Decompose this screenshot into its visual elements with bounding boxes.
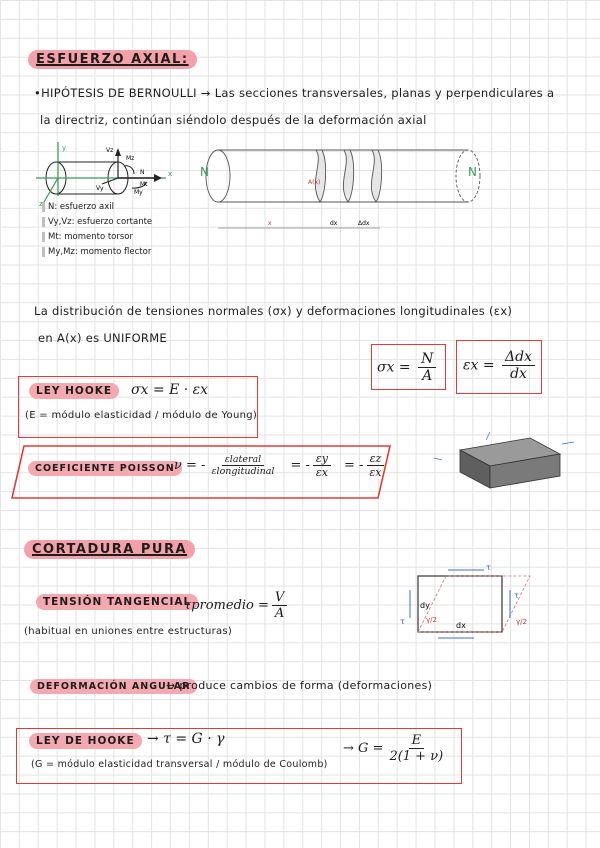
- tau-right-label: τ: [514, 591, 519, 600]
- poisson-formula: ν = - εlateral εlongitudinal = - $\frac{\varepsilon y}{\varepsilon x}$ = - εz εx: [174, 452, 388, 479]
- deformed-sections: [315, 150, 381, 202]
- block-3d-figure: [430, 430, 580, 500]
- dy-label: dy: [420, 601, 430, 610]
- axis-y-label: y: [62, 144, 67, 152]
- mz-label: Mz: [126, 155, 135, 162]
- dim-dx-label: dx: [330, 220, 338, 227]
- sigma-formula-box: [371, 344, 446, 390]
- dim-ddx-label: Δdx: [358, 220, 370, 227]
- gamma-left-label: γ/2: [426, 616, 437, 624]
- hooke-note: (E = módulo elasticidad / módulo de Young): [25, 410, 258, 421]
- block-axis-y: [486, 432, 490, 440]
- deformacion-angular-label: DEFORMACIÓN ANGULAR: [30, 679, 197, 694]
- bar-outline: [206, 150, 480, 202]
- vz-label: Vz: [106, 147, 114, 154]
- ley-hooke-label: LEY HOOKE: [29, 383, 119, 399]
- tau-top-label: τ: [486, 563, 491, 572]
- vy-label: Vy: [96, 185, 104, 192]
- dx-label: dx: [456, 621, 466, 630]
- vy-arrow: [102, 178, 118, 184]
- shear-element-figure: [398, 562, 548, 644]
- dim-x-label: x: [268, 220, 272, 227]
- section-title-cortadura-pura: CORTADURA PURA: [24, 540, 195, 559]
- ley-de-hooke-label: LEY DE HOOKE: [29, 733, 142, 749]
- hooke-formula: σx = E · εx: [131, 382, 209, 398]
- ley-de-hooke-box: [16, 728, 462, 784]
- legend-item-cortante: Vy,Vz: esfuerzo cortante: [42, 215, 152, 230]
- epsilon-formula: εx = Δdx dx: [463, 349, 538, 382]
- area-section-label: A(x): [308, 179, 321, 186]
- block-axis-z: [434, 458, 442, 460]
- mt-label: Mt: [140, 181, 148, 188]
- my-label: My: [134, 189, 143, 196]
- poisson-label: COEFICIENTE POISSON: [28, 461, 182, 476]
- g-formula: → G = $\frac{E}{2(1 + \nu)}$: [343, 733, 444, 764]
- n-right-label: N: [468, 165, 477, 179]
- shear-hooke-note: (G = módulo elasticidad transversal / módulo de Coulomb): [31, 759, 328, 770]
- block-axis-x: [562, 442, 574, 444]
- n-label: N: [140, 169, 145, 176]
- legend-item-flector: My,Mz: momento flector: [42, 245, 152, 260]
- distribution-line-2: en A(x) es UNIFORME: [38, 331, 167, 345]
- bar-deformation-figure: [196, 142, 496, 234]
- legend-item-torsor: Mt: momento torsor: [42, 230, 152, 245]
- sigma-formula: σx = $\frac{N}{A}$: [377, 351, 439, 384]
- n-left-label: N: [200, 165, 209, 179]
- axis-z-label: z: [39, 200, 43, 208]
- shear-hooke-formula: → τ = G · γ: [147, 731, 225, 747]
- hypothesis-line-2: la directriz, continúan siéndolo después de la deformación axial: [40, 113, 427, 127]
- forces-legend: [42, 200, 152, 260]
- tension-note: (habitual en uniones entre estructuras): [24, 626, 233, 637]
- hypothesis-line-1: •HIPÓTESIS DE BERNOULLI → Las secciones transversales, planas y perpendiculares a: [34, 86, 555, 100]
- section-title-esfuerzo-axial: ESFUERZO AXIAL:: [28, 50, 197, 69]
- gamma-right-label: γ/2: [516, 618, 527, 626]
- ley-hooke-box: [18, 376, 258, 438]
- tau-left-label: τ: [400, 617, 405, 626]
- deformacion-text: → produce cambios de forma (deformaciones): [166, 679, 433, 692]
- cylinder-forces-figure: [36, 140, 176, 208]
- tension-formula: τpromedio = $\frac{V}{A}$: [184, 590, 290, 621]
- axis-x-label: x: [168, 170, 173, 178]
- legend-item-n: N: esfuerzo axil: [42, 200, 152, 215]
- epsilon-formula-box: [456, 340, 542, 394]
- distribution-line-1: La distribución de tensiones normales (σx) y deformaciones longitudinales (εx): [34, 304, 513, 318]
- tension-tangencial-label: TENSIÓN TANGENCIAL: [36, 594, 198, 610]
